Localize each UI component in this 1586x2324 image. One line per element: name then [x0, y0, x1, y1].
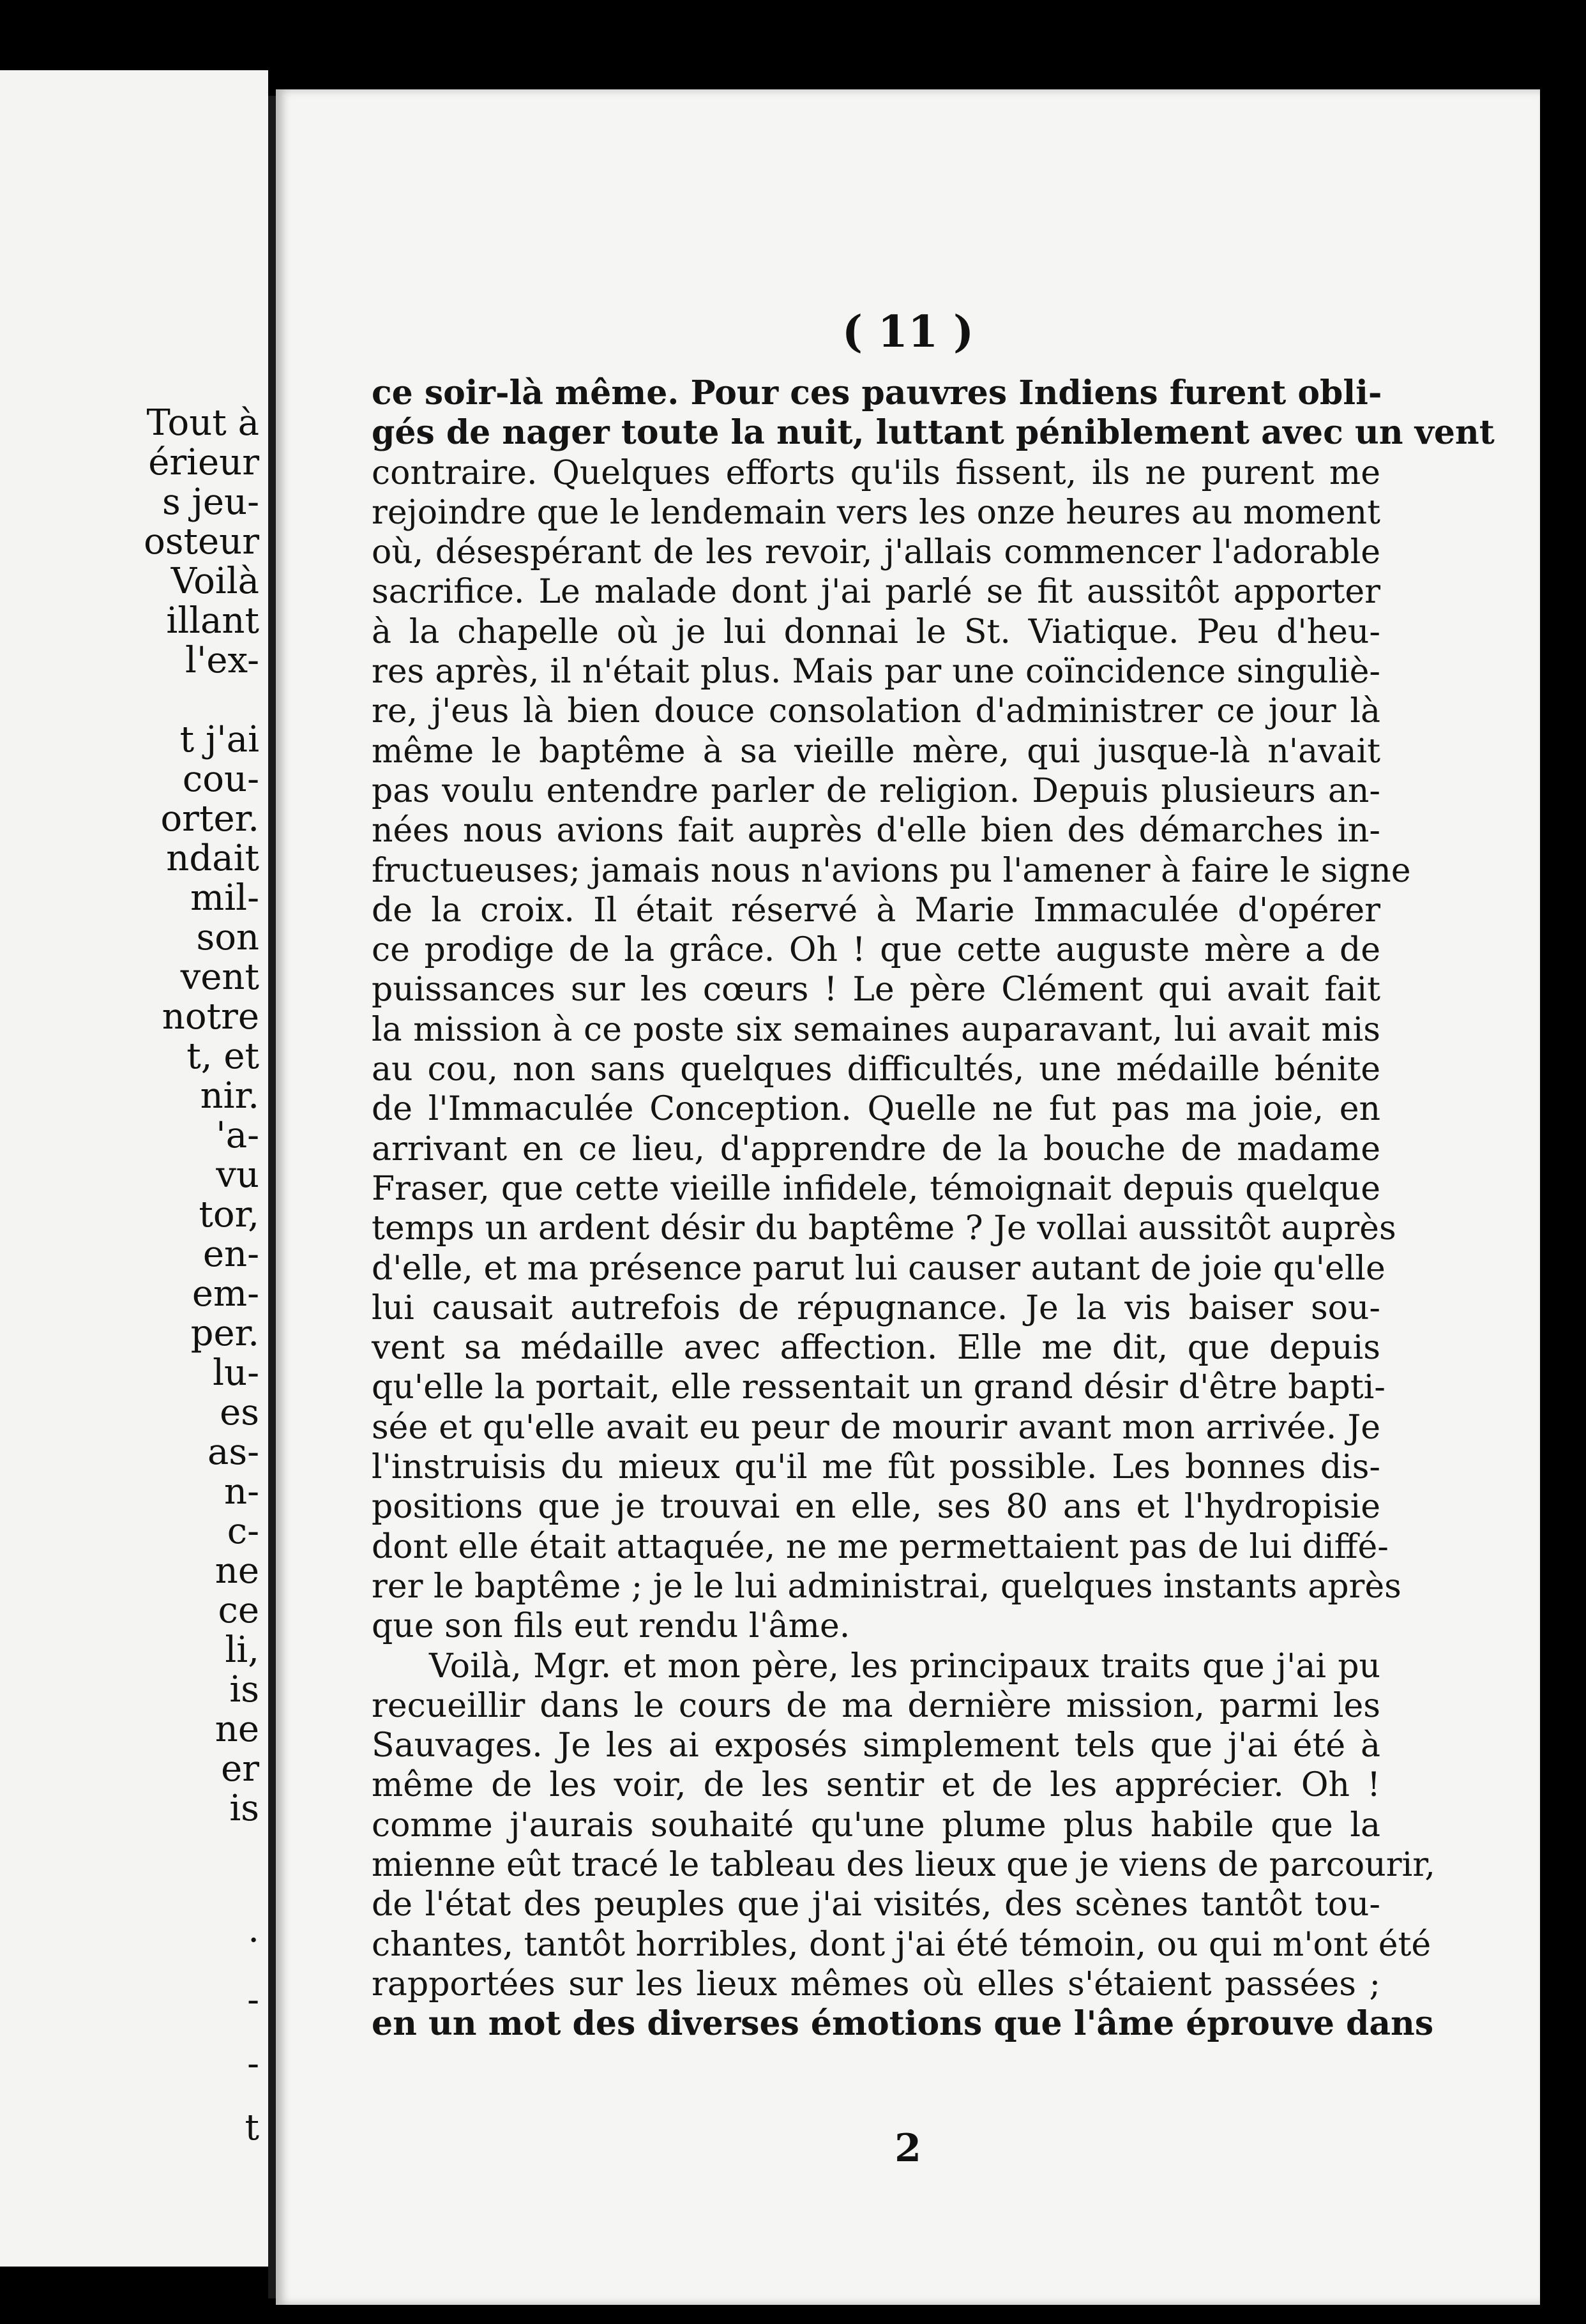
- text-line: re, j'eus là bien douce consolation d'administrer ce jour là: [372, 692, 1380, 731]
- text-line: contraire. Quelques efforts qu'ils fissent, ils ne purent me: [372, 453, 1380, 492]
- text-line: gés de nager toute la nuit, luttant péniblement avec un vent: [372, 413, 1495, 453]
- fragment-line: s jeu-: [162, 481, 259, 523]
- text-line: Sauvages. Je les ai exposés simplement tels que j'ai été à: [372, 1726, 1380, 1765]
- text-line: Fraser, que cette vieille infidele, témoignait depuis quelque: [372, 1169, 1380, 1208]
- main-page: [276, 89, 1540, 2305]
- fragment-line: son: [196, 917, 259, 958]
- fragment-line: is: [229, 1788, 259, 1829]
- fragment-line: ce: [218, 1590, 259, 1631]
- fragment-line: orter.: [160, 798, 259, 840]
- text-line: arrivant en ce lieu, d'apprendre de la bouche de madame: [372, 1129, 1380, 1168]
- text-line: la mission à ce poste six semaines auparavant, lui avait mis: [372, 1010, 1380, 1049]
- fragment-line: érieur: [148, 442, 259, 483]
- text-line: puissances sur les cœurs ! Le père Clément qui avait fait: [372, 970, 1380, 1009]
- text-line: res après, il n'était plus. Mais par une coïncidence singuliè-: [372, 653, 1380, 691]
- text-line: positions que je trouvai en elle, ses 80 ans et l'hydropisie: [372, 1488, 1380, 1527]
- fragment-line: illant: [166, 600, 259, 642]
- text-line: qu'elle la portait, elle ressentait un grand désir d'être bapti-: [372, 1368, 1386, 1407]
- fragment-line: n-: [224, 1471, 259, 1513]
- fragment-line: nir.: [200, 1075, 259, 1117]
- fragment-line: per.: [190, 1313, 259, 1354]
- fragment-line: 'a-: [216, 1115, 259, 1156]
- text-line: mienne eût tracé le tableau des lieux que je viens de parcourir,: [372, 1845, 1435, 1884]
- text-line: chantes, tantôt horribles, dont j'ai été témoin, ou qui m'ont été: [372, 1925, 1431, 1964]
- text-line: vent sa médaille avec affection. Elle me dit, que depuis: [372, 1329, 1380, 1368]
- fragment-line: cou-: [182, 758, 259, 800]
- fragment-line: t, et: [186, 1036, 259, 1077]
- fragment-line: notre: [162, 996, 259, 1038]
- fragment-line: en-: [202, 1234, 259, 1275]
- text-line: temps un ardent désir du baptême ? Je vollai aussitôt auprès: [372, 1209, 1396, 1248]
- fragment-line: osteur: [144, 521, 259, 562]
- fragment-line: tor,: [199, 1194, 259, 1235]
- fragment-line: ne: [215, 1550, 259, 1592]
- text-line: en un mot des diverses émotions que l'âme éprouve dans: [372, 2004, 1434, 2044]
- page-number: ( 11 ): [842, 306, 974, 358]
- text-line: même le baptême à sa vieille mère, qui jusque-là n'avait: [372, 732, 1380, 771]
- fragment-line: vent: [180, 956, 259, 998]
- fragment-line: -: [247, 2043, 259, 2085]
- text-line: à la chapelle où je lui donnai le St. Viatique. Peu d'heu-: [372, 612, 1380, 651]
- text-line: d'elle, et ma présence parut lui causer autant de joie qu'elle: [372, 1249, 1386, 1288]
- text-line: lui causait autrefois de répugnance. Je la vis baiser sou-: [372, 1288, 1380, 1327]
- fragment-line: c-: [227, 1511, 259, 1552]
- text-line: dont elle était attaquée, ne me permettaient pas de lui diffé-: [372, 1527, 1389, 1566]
- text-line: de l'Immaculée Conception. Quelle ne fut pas ma joie, en: [372, 1090, 1380, 1129]
- fragment-line: li,: [225, 1629, 259, 1671]
- text-line: de l'état des peuples que j'ai visités, des scènes tantôt tou-: [372, 1885, 1380, 1924]
- fragment-line: l'ex-: [185, 640, 259, 681]
- fragment-line: em-: [192, 1273, 259, 1315]
- text-line: rejoindre que le lendemain vers les onze heures au moment: [372, 493, 1380, 532]
- text-line: l'instruisis du mieux qu'il me fût possible. Les bonnes dis-: [372, 1448, 1380, 1487]
- text-line: nées nous avions fait auprès d'elle bien des démarches in-: [372, 811, 1380, 850]
- fragment-line: ne: [215, 1709, 259, 1750]
- text-line: rapportées sur les lieux mêmes où elles s'étaient passées ;: [372, 1965, 1380, 2003]
- text-line: comme j'aurais souhaité qu'une plume plus habile que la: [372, 1806, 1380, 1845]
- fragment-line: lu-: [213, 1352, 259, 1394]
- previous-page-fragment: [0, 70, 268, 2267]
- printer-signature-mark: 2: [895, 2126, 921, 2171]
- fragment-line: ndait: [166, 838, 259, 879]
- text-line: de la croix. Il était réservé à Marie Immaculée d'opérer: [372, 891, 1380, 930]
- text-line: fructueuses; jamais nous n'avions pu l'amener à faire le signe: [372, 851, 1411, 890]
- text-line: sacrifice. Le malade dont j'ai parlé se fit aussitôt apporter: [372, 573, 1380, 612]
- fragment-line: mil-: [190, 877, 259, 919]
- fragment-line: es: [220, 1392, 259, 1433]
- fragment-line: t: [245, 2107, 259, 2148]
- fragment-line: er: [221, 1748, 259, 1790]
- text-line: ce prodige de la grâce. Oh ! que cette auguste mère a de: [372, 931, 1380, 970]
- book-gutter: [268, 96, 276, 2298]
- fragment-line: vu: [216, 1154, 259, 1196]
- text-line: au cou, non sans quelques difficultés, une médaille bénite: [372, 1050, 1380, 1089]
- text-line: où, désespérant de les revoir, j'allais commencer l'adorable: [372, 533, 1380, 572]
- text-line: que son fils eut rendu l'âme.: [372, 1607, 850, 1646]
- text-line: Voilà, Mgr. et mon père, les principaux traits que j'ai pu: [429, 1647, 1380, 1686]
- text-line: même de les voir, de les sentir et de les apprécier. Oh !: [372, 1766, 1380, 1805]
- body-text: [372, 374, 1495, 2044]
- fragment-line: Voilà: [170, 561, 259, 602]
- text-line: ce soir-là même. Pour ces pauvres Indiens furent obli-: [372, 374, 1382, 412]
- text-line: sée et qu'elle avait eu peur de mourir avant mon arrivée. Je: [372, 1408, 1380, 1447]
- text-line: pas voulu entendre parler de religion. Depuis plusieurs an-: [372, 771, 1380, 810]
- text-line: rer le baptême ; je le lui administrai, quelques instants après: [372, 1567, 1401, 1606]
- fragment-line: t j'ai: [179, 719, 259, 760]
- fragment-line: Tout à: [146, 402, 259, 444]
- fragment-line: is: [229, 1669, 259, 1710]
- text-line: recueillir dans le cours de ma dernière mission, parmi les: [372, 1686, 1380, 1725]
- fragment-line: as-: [207, 1431, 259, 1473]
- fragment-line: -: [247, 1979, 259, 2021]
- fragment-line: .: [248, 1909, 259, 1950]
